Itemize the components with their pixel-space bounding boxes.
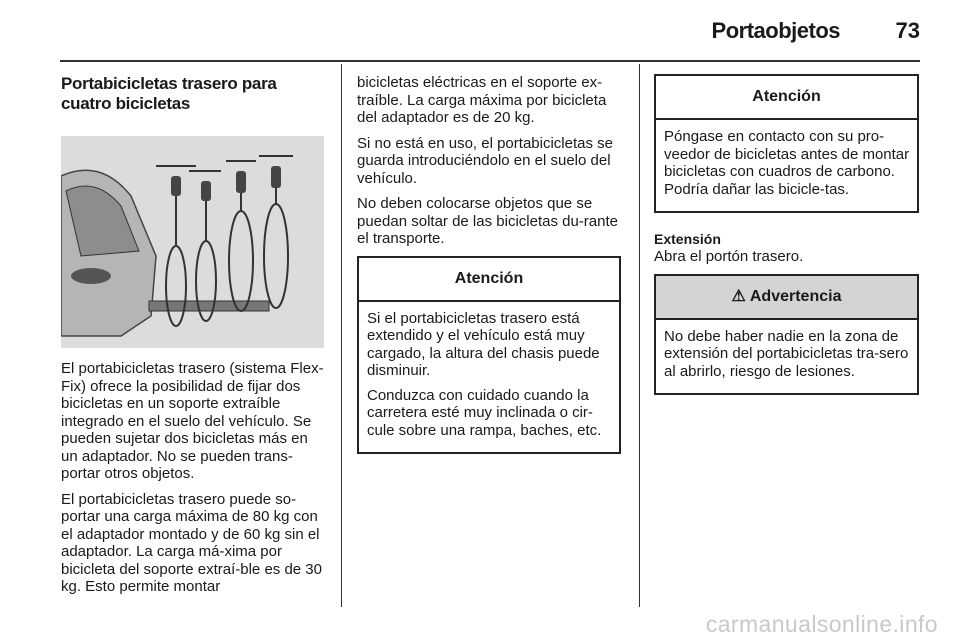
page-header: [60, 14, 920, 62]
body-text: El portabicicletas trasero (sistema Flex-Fix) ofrece la posibilidad de fijar dos bicicletas en un soporte extraíble integrado en el suelo del vehículo. Se pueden sujetar dos bicicletas más en un adaptador. No se pueden trans-portar otros objetos. El portabicicletas trasero puede so-portar una carga máxima de 80 kg con el adaptador montado y de 60 kg sin el adaptador. La carga má-xima por bicicleta del soporte extraí-ble es de 30 kg. Esto permite montar: [61, 360, 324, 595]
page-number: 73: [895, 18, 920, 43]
bike-rack-photo: [61, 136, 324, 348]
section-title: Portabicicletas trasero para cuatro bicicletas: [61, 74, 277, 113]
watermark: carmanualsonline.info: [705, 611, 938, 637]
extension-subheading: Extensión: [654, 231, 721, 247]
extension-body: Abra el portón trasero.: [654, 248, 804, 265]
warning-box: [654, 274, 919, 396]
column-divider: [341, 64, 342, 607]
warning-heading: ⚠ Advertencia: [656, 276, 917, 320]
caution-heading: Atención: [359, 258, 619, 302]
page-title: Portaobjetos: [711, 18, 840, 43]
caution-heading: Atención: [656, 76, 917, 120]
column-left: [61, 74, 324, 604]
caution-body: Si el portabicicletas trasero está extendido y el vehículo está muy cargado, la altura del chasis puede disminuir. Conduzca con cuidado cuando la carretera esté muy inclinada o cir-cule sobre una rampa, baches, etc.: [367, 309, 602, 439]
caution-box: [357, 256, 621, 455]
column-middle: bicicletas eléctricas en el soporte ex-traíble. La carga máxima por bicicleta del adaptador es de 20 kg. Si no está en uso, el portabicicletas se guarda introduciéndolo en el suelo del vehículo. No deben colocarse objetos que se puedan soltar de las bicicletas du-rante el transporte. Atención Si el portabicicletas trasero está extendido y el vehículo está muy cargado, la altura del chasis puede disminuir. Conduzca con cuidado cuando la carretera esté muy inclinada o cir-cule sobre una rampa, baches, etc.: [357, 74, 621, 454]
column-divider: [639, 64, 640, 607]
caution-box: [654, 74, 919, 213]
warning-triangle-icon: ⚠: [731, 287, 746, 305]
caution-body: Póngase en contacto con su pro-veedor de bicicletas antes de montar bicicletas con cuadros de carbono. Podría dañar las bicicle-tas.: [664, 128, 910, 198]
extension-section: [654, 231, 919, 266]
bike-rack-illustration: [61, 136, 324, 348]
warning-body: No debe haber nadie en la zona de extensión del portabicicletas tra-sero al abrirlo, riesgo de lesiones.: [664, 327, 909, 380]
column-right: [654, 74, 919, 395]
